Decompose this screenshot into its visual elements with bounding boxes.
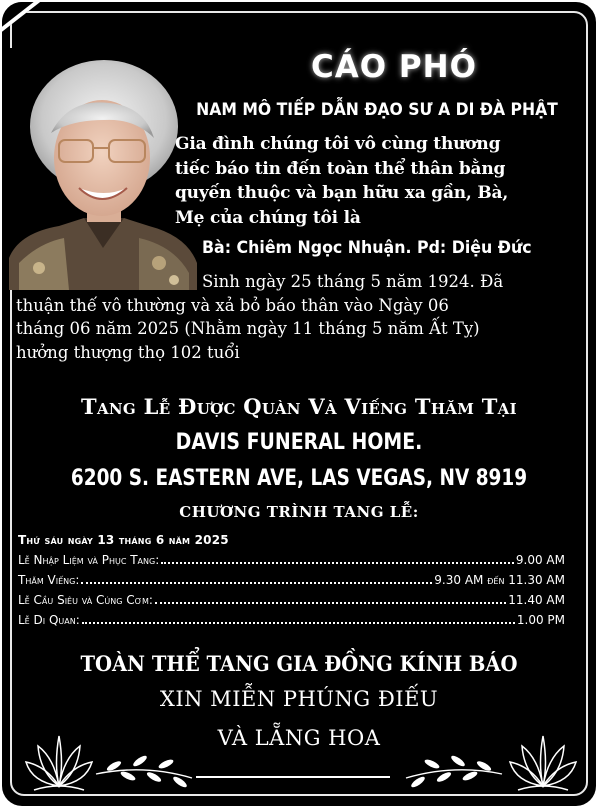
schedule-row: [18, 550, 565, 570]
funeral-location-heading: Tang Lễ Được Quàn Và Viếng Thăm Tại: [81, 394, 517, 419]
dot-leader: [161, 562, 514, 564]
divider: [196, 776, 390, 778]
closing-request-flowers: VÀ LẴNG HOA: [217, 726, 381, 750]
funeral-home-address: 6200 S. EASTERN AVE, LAS VEGAS, NV 8919: [70, 466, 528, 491]
schedule-time: 1.00 PM: [516, 613, 565, 627]
obituary-card: [2, 2, 596, 806]
intro-paragraph: [175, 132, 570, 230]
olive-branch-icon: [94, 744, 194, 792]
mourning-ribbon-icon: [2, 2, 105, 49]
schedule-label: Thăm Viếng:: [18, 573, 80, 587]
olive-branch-icon: [404, 744, 504, 792]
intro-line: Mẹ của chúng tôi là: [175, 207, 361, 228]
bio-paragraph: [16, 270, 576, 364]
intro-line: tiếc báo tin đến toàn thể thân bằng: [175, 158, 506, 179]
schedule-row: [18, 610, 565, 630]
dot-leader: [155, 602, 506, 604]
schedule-time: 11.40 AM: [508, 593, 565, 607]
bio-line: Sinh ngày 25 tháng 5 năm 1924. Đã: [202, 272, 504, 291]
dot-leader: [81, 582, 432, 584]
program-title: CHƯƠNG TRÌNH TANG LỄ:: [179, 503, 419, 521]
closing-announcement: TOÀN THỂ TANG GIA ĐỒNG KÍNH BÁO: [80, 651, 518, 676]
program-date: Thứ sáu ngày 13 tháng 6 năm 2025: [18, 533, 229, 547]
page-title: CÁO PHÓ: [311, 49, 477, 85]
dot-leader: [82, 622, 515, 624]
schedule-time: 9.30 AM đến 11.30 AM: [434, 573, 565, 587]
buddhist-invocation: NAM MÔ TIẾP DẪN ĐẠO SƯ A DI ĐÀ PHẬT: [196, 100, 558, 120]
funeral-home-name: DAVIS FUNERAL HOME.: [175, 430, 423, 455]
program-schedule: [18, 530, 565, 630]
schedule-row: [18, 590, 565, 610]
closing-request: XIN MIỄN PHÚNG ĐIẾU: [159, 687, 439, 711]
lotus-flower-icon: [24, 724, 94, 796]
intro-line: quyến thuộc và bạn hữu xa gần, Bà,: [175, 183, 509, 203]
portrait-photo: [9, 48, 197, 290]
schedule-label: Lễ Cầu Siêu và Cúng Cơm:: [18, 593, 153, 607]
intro-line: Gia đình chúng tôi vô cùng thương: [175, 134, 501, 154]
bio-line: hưởng thượng thọ 102 tuổi: [16, 342, 240, 362]
bio-line: tháng 06 năm 2025 (Nhằm ngày 11 tháng 5 năm Ất Tỵ): [16, 319, 480, 338]
schedule-label: Lễ Nhập Liệm và Phục Tang:: [18, 553, 160, 567]
lotus-flower-icon: [508, 724, 578, 796]
schedule-label: Lễ Di Quan:: [18, 613, 80, 627]
deceased-name: Bà: Chiêm Ngọc Nhuận. Pd: Diệu Đức: [202, 238, 532, 258]
schedule-row: [18, 570, 565, 590]
schedule-time: 9.00 AM: [515, 553, 565, 567]
bio-line: thuận thế vô thường và xả bỏ báo thân vào Ngày 06: [16, 295, 449, 315]
